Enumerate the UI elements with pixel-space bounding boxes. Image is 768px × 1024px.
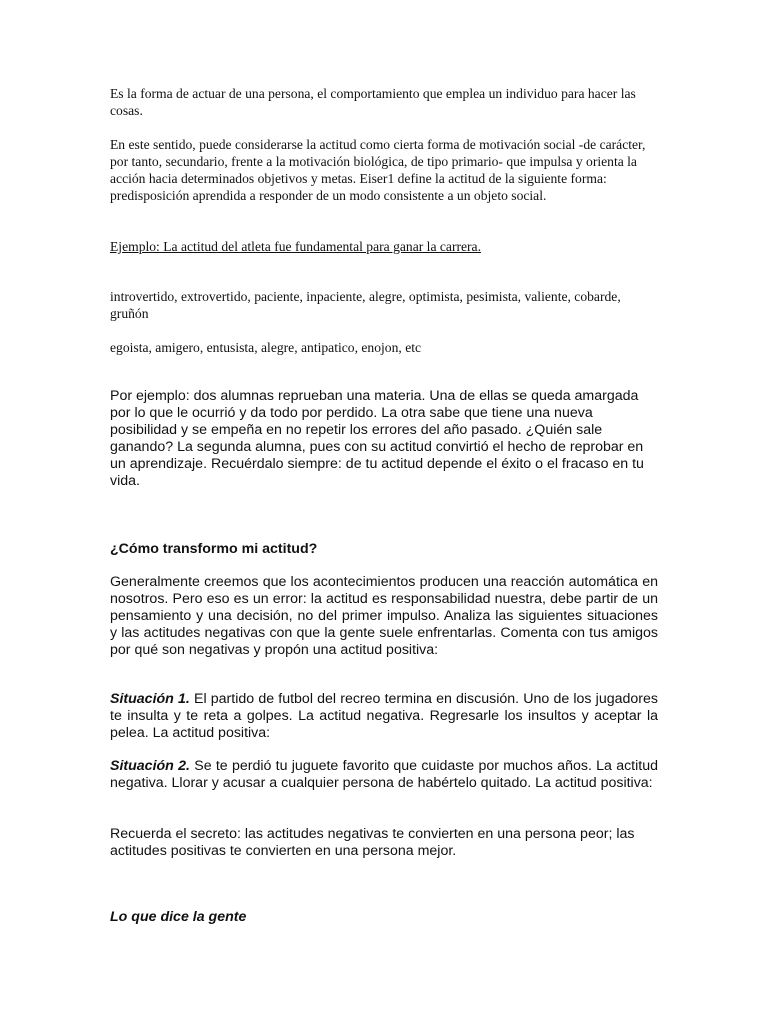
section-heading-transform: ¿Cómo transformo mi actitud? bbox=[110, 541, 318, 557]
secret-paragraph: Recuerda el secreto: las actitudes negativas te convierten en una persona peor; las actitudes positivas te convierten en una persona mejor. bbox=[110, 826, 635, 859]
situation-2-text: Se te perdió tu juguete favorito que cuidaste por muchos años. La actitud negativa. Llorar y acusar a cualquier persona de habértelo quitado. La actitud positiva: bbox=[110, 758, 659, 791]
example-paragraph: Por ejemplo: dos alumnas reprueban una materia. Una de ellas se queda amargada por lo que le ocurrió y da todo por perdido. La otra sabe que tiene una nueva posibilidad y se empeña en no repetir los errores del año pasado. ¿Quién sale ganando? La segunda alumna, pues con su actitud convirtió el hecho de reprobar en un aprendizaje. Recuérdalo siempre: de tu actitud depende el éxito o el fracaso en tu vida. bbox=[110, 388, 644, 489]
transform-paragraph: Generalmente creemos que los acontecimientos producen una reacción automática en nosotros. Pero eso es un error: la actitud es responsabilidad nuestra, debe partir de un pensamiento y una decisión, no del primer impulso. Analiza las siguientes situaciones y las actitudes negativas con que la gente suele enfrentarlas. Comenta con tus amigos por qué son negativas y propón una actitud positiva: bbox=[110, 574, 658, 658]
situation-2-label: Situación 2. bbox=[110, 758, 190, 774]
definition-paragraph: En este sentido, puede considerarse la actitud como cierta forma de motivación social -de carácter, por tanto, secundario, frente a la motivación biológica, de tipo primario- que impulsa y orienta la acción hacia determinados objetivos y metas. Eiser1 define la actitud de la siguiente forma: predisposición aprendida a responder de un modo consistente a un objeto social. bbox=[110, 137, 646, 203]
section-heading-people: Lo que dice la gente bbox=[110, 909, 247, 925]
situation-2 bbox=[110, 758, 658, 792]
intro-paragraph: Es la forma de actuar de una persona, el comportamiento que emplea un individuo para hacer las cosas. bbox=[110, 86, 636, 118]
attitude-list-2: egoista, amigero, entusista, alegre, antipatico, enojon, etc bbox=[110, 340, 422, 355]
document-page bbox=[110, 0, 658, 1024]
attitude-list-1: introvertido, extrovertido, paciente, inpaciente, alegre, optimista, pesimista, valiente, cobarde, gruñón bbox=[110, 289, 621, 321]
situation-1 bbox=[110, 691, 658, 742]
example-sentence: Ejemplo: La actitud del atleta fue fundamental para ganar la carrera. bbox=[110, 239, 481, 254]
situation-1-label: Situación 1. bbox=[110, 691, 190, 707]
situation-1-text: El partido de futbol del recreo termina en discusión. Uno de los jugadores te insulta y te reta a golpes. La actitud negativa. Regresarle los insultos y aceptar la pelea. La actitud positiva: bbox=[110, 691, 658, 741]
